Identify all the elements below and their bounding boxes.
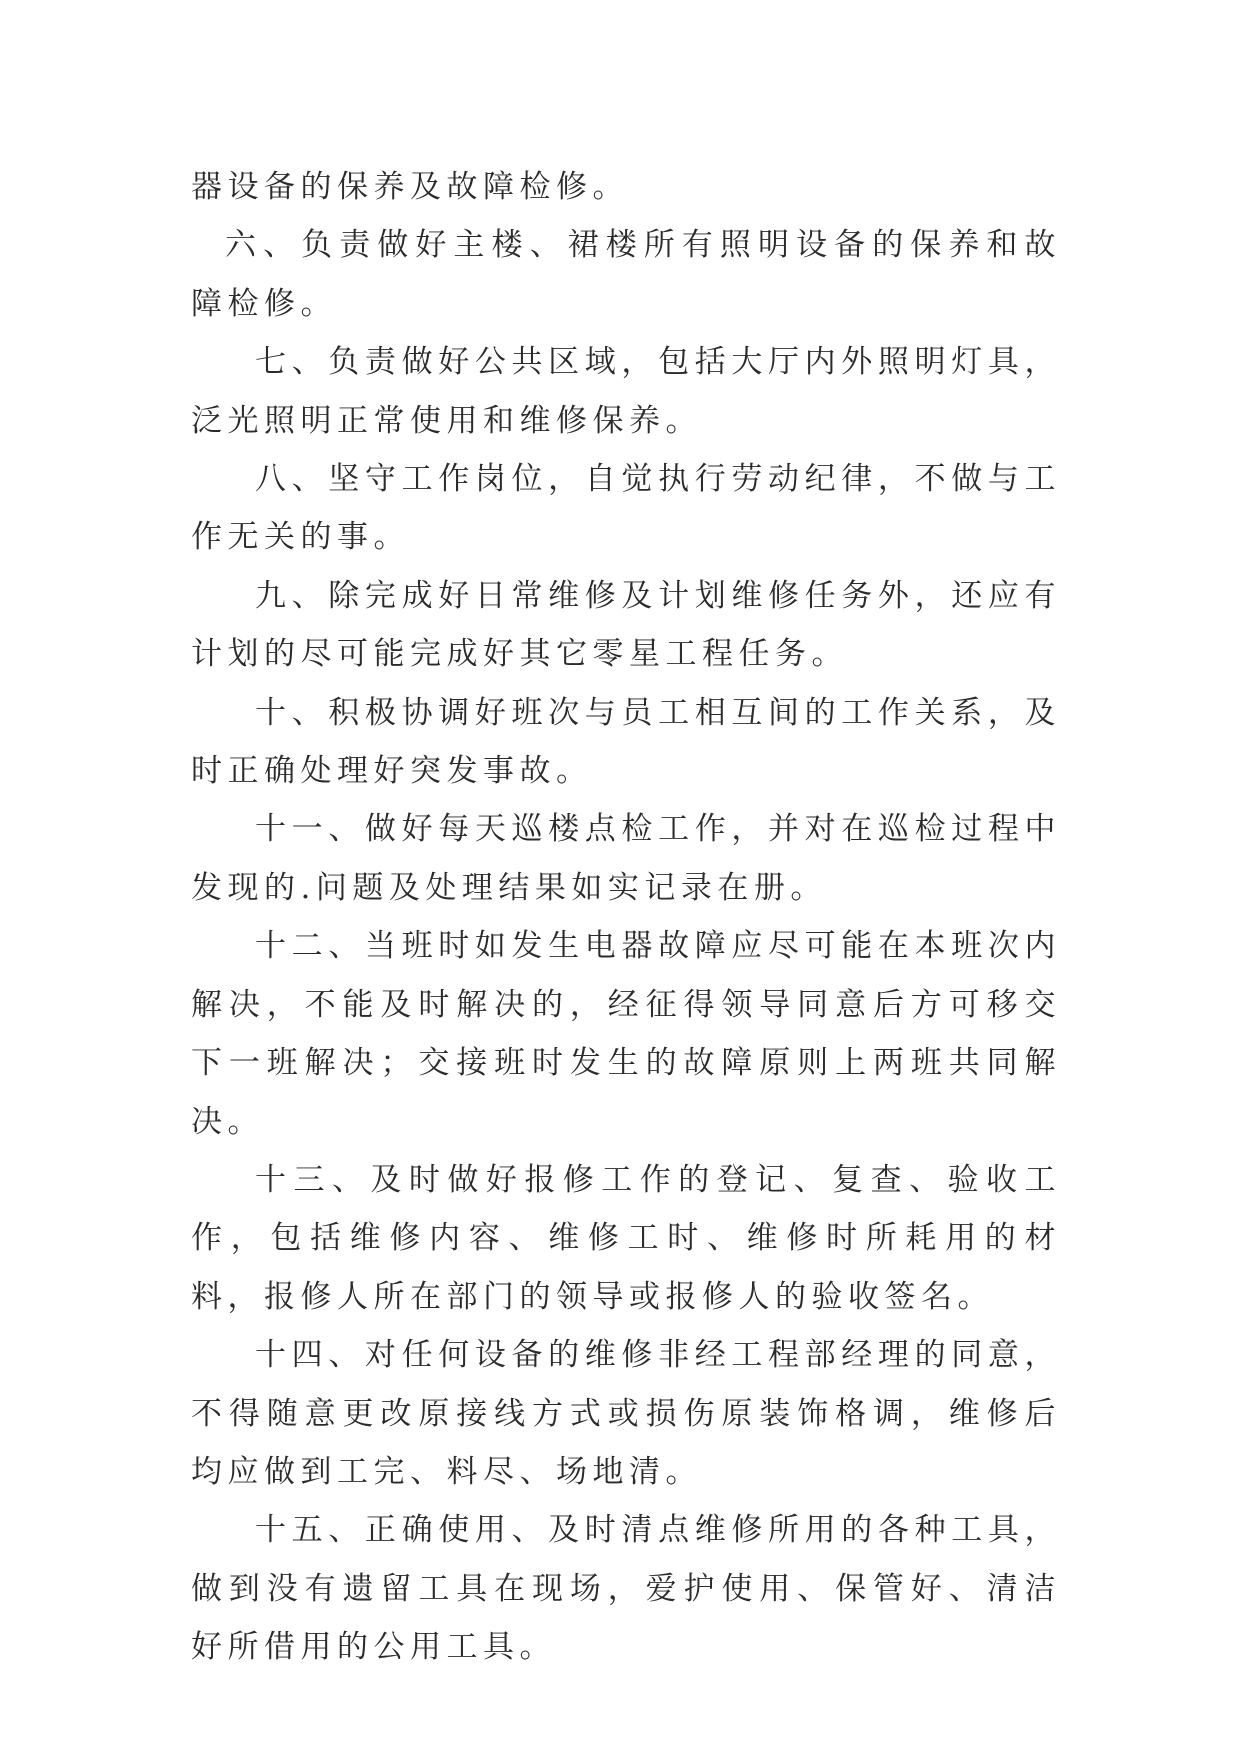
paragraph-item-15: 十五、正确使用、及时清点维修所用的各种工具，做到没有遗留工具在现场，爱护使用、保管好、清洁好所借用的公用工具。	[191, 1512, 1061, 1666]
paragraph-item-14: 十四、对任何设备的维修非经工程部经理的同意，不得随意更改原接线方式或损伤原装饰格调，维修后均应做到工完、料尽、场地清。	[191, 1337, 1061, 1490]
paragraph-item-10: 十、积极协调好班次与员工相互间的工作关系，及时正确处理好突发事故。	[191, 694, 1061, 790]
paragraph-item-13: 十三、及时做好报修工作的登记、复查、验收工作，包括维修内容、维修工时、维修时所耗用的材料，报修人所在部门的领导或报修人的验收签名。	[191, 1161, 1061, 1315]
paragraph-item-9: 九、除完成好日常维修及计划维修任务外，还应有计划的尽可能完成好其它零星工程任务。	[191, 577, 1061, 673]
paragraph-item-8: 八、坚守工作岗位，自觉执行劳动纪律，不做与工作无关的事。	[191, 461, 1061, 556]
paragraph-item-11: 十一、做好每天巡楼点检工作，并对在巡检过程中发现的.问题及处理结果如实记录在册。	[191, 811, 1061, 906]
paragraph-item-7: 七、负责做好公共区域，包括大厅内外照明灯具，泛光照明正常使用和维修保养。	[191, 344, 1061, 439]
paragraph-continuation: 器设备的保养及故障检修。	[191, 169, 629, 205]
document-body	[191, 158, 1061, 1677]
paragraph-item-12: 十二、当班时如发生电器故障应尽可能在本班次内解决，不能及时解决的，经征得领导同意后方可移交下一班解决；交接班时发生的故障原则上两班共同解决。	[191, 928, 1061, 1140]
paragraph-item-6: 六、负责做好主楼、裙楼所有照明设备的保养和故障检修。	[191, 227, 1061, 322]
